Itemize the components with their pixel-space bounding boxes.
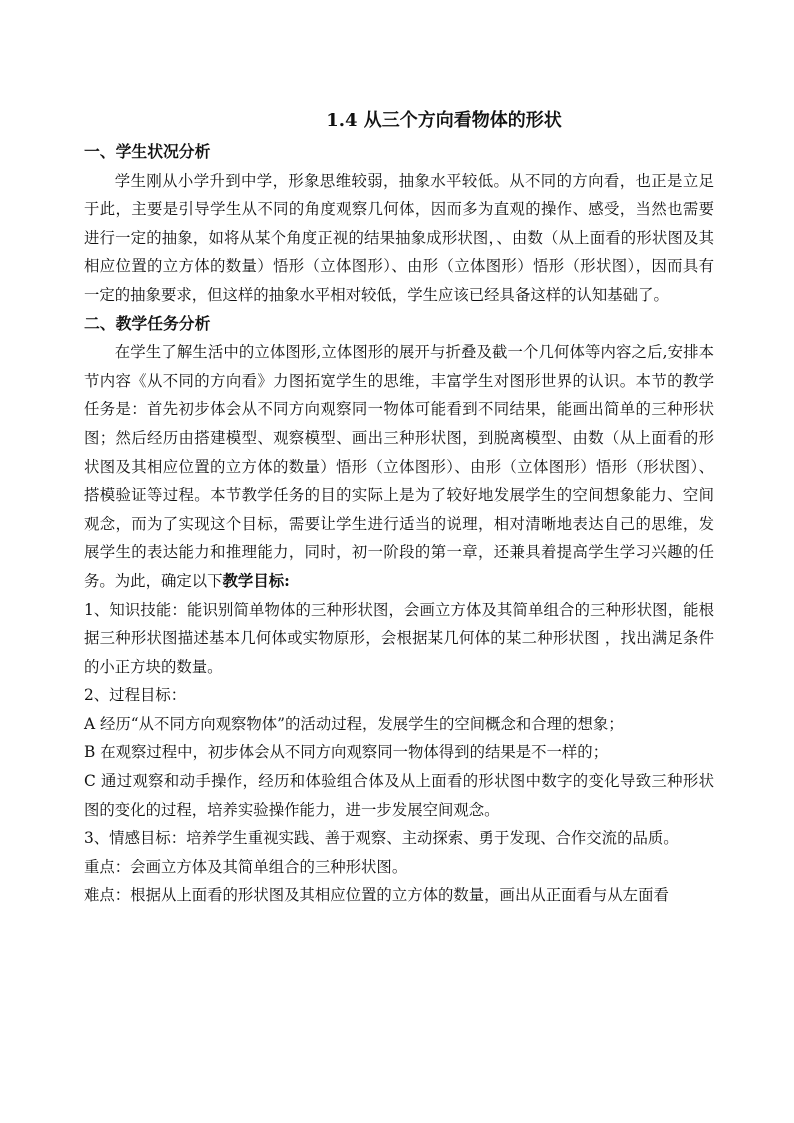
task-analysis-text: 在学生了解生活中的立体图形,立体图形的展开与折叠及截一个几何体等内容之后,安排本节内容《从不同的方向看》力图拓宽学生的思维，丰富学生对图形世界的认识。本节的教学任务是：首先初步体会从不同方向观察同一物体可能看到不同结果，能画出简单的三种形状图；然后经历由搭建模型、观察模型、画出三种形状图，到脱离模型、由数（从上面看的形状图及其相应位置的立方体的数量）悟形（立体图形）、由形（立体图形）悟形（形状图）、搭模验证等过程。本节教学任务的目的实际上是为了较好地发展学生的空间想象能力、空间观念，而为了实现这个目标，需要让学生进行适当的说理，相对清晰地表达自己的思维，发展学生的表达能力和推理能力，同时，初一阶段的第一章，还兼具着提高学生学习兴趣的任务。为此，确定以下 <box>84 343 714 590</box>
goal-emotion: 3、情感目标：培养学生重视实践、善于观察、主动探索、勇于发现、合作交流的品质。 <box>84 829 679 848</box>
goal-process-b: B 在观察过程中，初步体会从不同方向观察同一物体得到的结果是不一样的； <box>84 743 609 762</box>
section-heading-student-analysis: 一、学生状况分析 <box>84 142 211 161</box>
difficulty-point: 难点：根据从上面看的形状图及其相应位置的立方体的数量，画出从正面看与从左面看 <box>84 886 669 905</box>
key-point: 重点：会画立方体及其简单组合的三种形状图。 <box>84 857 408 876</box>
task-analysis-paragraph <box>84 338 714 595</box>
goal-process-a: A 经历“从不同方向观察物体”的活动过程，发展学生的空间概念和合理的想象； <box>84 714 624 733</box>
goal-knowledge-skills: 1、知识技能：能识别简单物体的三种形状图，会画立方体及其简单组合的三种形状图，能根据三种形状图描述基本几何体或实物原形，会根据某几何体的某二种形状图 ，找出满足条件的小正方块的数量。 <box>84 600 714 676</box>
teaching-goals-label: 教学目标: <box>222 571 290 590</box>
goal-process-c: C 通过观察和动手操作，经历和体验组合体及从上面看的形状图中数字的变化导致三种形状图的变化的过程，培养实验操作能力，进一步发展空间观念。 <box>84 772 714 819</box>
document-title: 1.4 从三个方向看物体的形状 <box>326 110 562 131</box>
section-heading-task-analysis: 二、教学任务分析 <box>84 313 211 333</box>
student-analysis-paragraph: 学生刚从小学升到中学，形象思维较弱，抽象水平较低。从不同的方向看，也正是立足于此，主要是引导学生从不同的角度观察几何体，因而多为直观的操作、感受，当然也需要进行一定的抽象，如将从某个角度正视的结果抽象成形状图，、由数（从上面看的形状图及其相应位置的立方体的数量）悟形（立体图形）、由形（立体图形）悟形（形状图），因而具有一定的抽象要求，但这样的抽象水平相对较低，学生应该已经具备这样的认知基础了。 <box>84 171 714 304</box>
document-page <box>84 96 714 910</box>
goal-process-heading: 2、过程目标： <box>84 686 187 705</box>
